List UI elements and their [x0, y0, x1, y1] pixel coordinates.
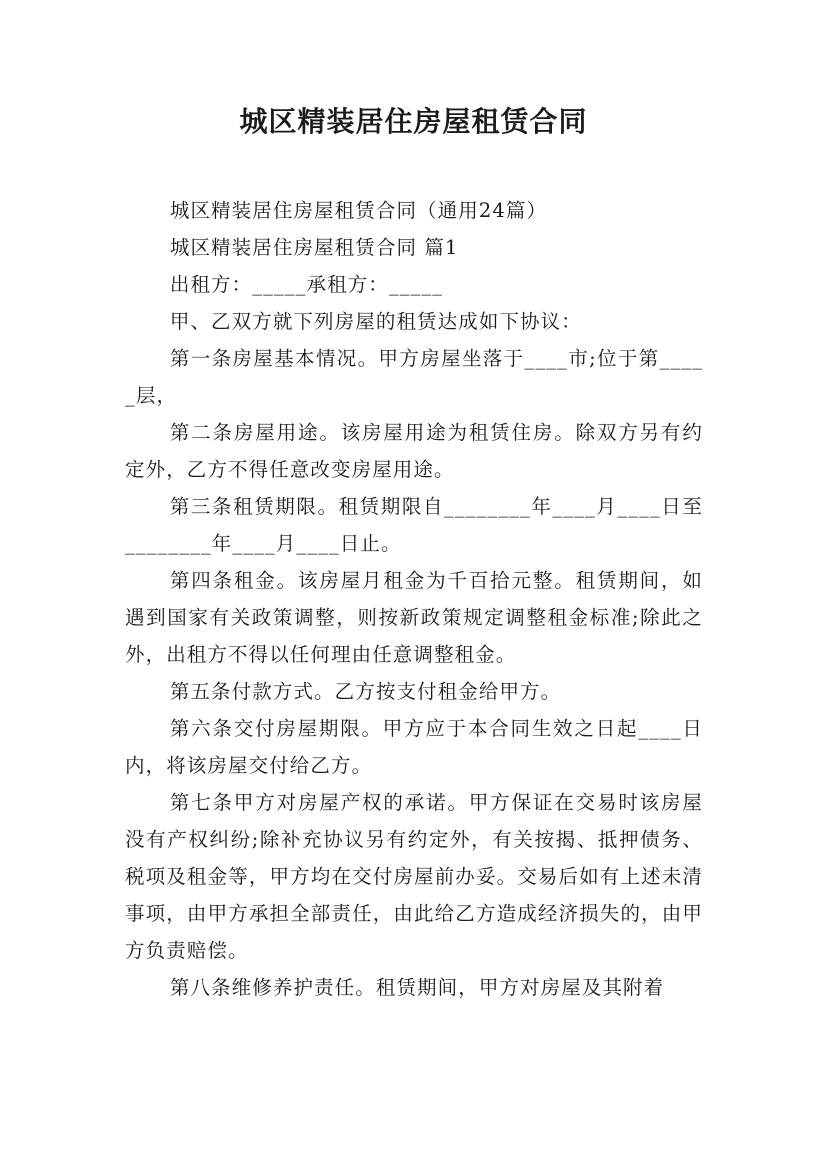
paragraph-article-8: 第八条维修养护责任。租赁期间，甲方对房屋及其附着 — [169, 976, 665, 999]
paragraph-intro: 甲、乙双方就下列房屋的租赁达成如下协议： — [169, 310, 582, 333]
paragraph-article-2: 第二条房屋用途。该房屋用途为租赁住房。除双方另有约定外，乙方不得任意改变房屋用途。 — [125, 421, 703, 481]
paragraph-parties: 出租方：_____承租方：_____ — [169, 273, 444, 296]
paragraph-article-4: 第四条租金。该房屋月租金为千百拾元整。租赁期间，如遇到国家有关政策调整，则按新政策规定调整租金标准;除此之外，出租方不得以任何理由任意调整租金。 — [125, 569, 703, 666]
paragraph-section-heading: 城区精装居住房屋租赁合同 篇1 — [169, 236, 459, 259]
paragraph-article-3: 第三条租赁期限。租赁期限自________年____月____日至________年____月____日止。 — [125, 495, 703, 555]
document-title: 城区精装居住房屋租赁合同 — [239, 105, 588, 138]
document-body — [125, 192, 703, 1006]
paragraph-article-7: 第七条甲方对房屋产权的承诺。甲方保证在交易时该房屋没有产权纠纷;除补充协议另有约定外，有关按揭、抵押债务、税项及租金等，甲方均在交付房屋前办妥。交易后如有上述未清事项，由甲方承担全部责任，由此给乙方造成经济损失的，由甲方负责赔偿。 — [125, 791, 703, 962]
paragraph-subtitle: 城区精装居住房屋租赁合同（通用24篇） — [169, 199, 548, 222]
paragraph-article-6: 第六条交付房屋期限。甲方应于本合同生效之日起____日内，将该房屋交付给乙方。 — [125, 717, 703, 777]
paragraph-article-5: 第五条付款方式。乙方按支付租金给甲方。 — [169, 680, 562, 703]
paragraph-article-1: 第一条房屋基本情况。甲方房屋坐落于____市;位于第_____层， — [125, 347, 703, 407]
